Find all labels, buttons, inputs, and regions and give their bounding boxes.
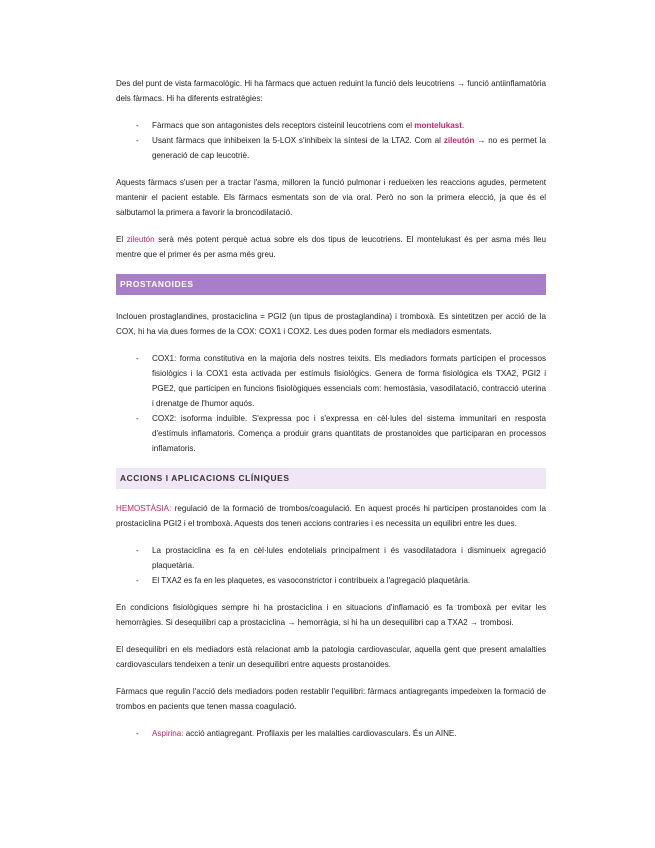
paragraph-text: regulació de la formació de trombos/coagulació. En aquest procés hi participen prostanoides com la prostaciclina PGI2 i el tromboxà. Aquests dos tenen accions contraries i es necessita un equilibri entre les dues. <box>116 504 546 528</box>
zileuton-paragraph <box>116 232 546 262</box>
paragraph-text: serà més potent perquè actua sobre els dos tipus de leucotriens. El montelukast és per asma més lleu mentre que el primer és per asma més greu. <box>116 235 546 259</box>
section-heading-accions: ACCIONS I APLICACIONS CLÍNIQUES <box>116 468 546 489</box>
list-item: - El TXA2 es fa en les plaquetes, es vasoconstrictor i contribueix a l'agregació plaquetària. <box>116 573 546 588</box>
term-label: HEMOSTÀSIA: <box>116 504 172 513</box>
hemostasia-paragraph <box>116 501 546 531</box>
mediators-list <box>116 543 546 588</box>
list-item: - COX1: forma constitutiva en la majoria dels nostres teixits. Els mediadors formats participen el processos fisiològics i la COX1 esta activada per estímuls fisiològics. Genera de forma fisiològica els TXA2, PGI2 i PGE2, que participen en funcions fisiològiques essencials com: hemostàsia, vasodilatació, contracció uterina i drenatge de l'humor aquós. <box>116 351 546 411</box>
list-item <box>116 118 546 133</box>
list-item-text: → no es permet la generació de cap leucotriè. <box>152 136 546 160</box>
list-item-text: . <box>461 121 465 130</box>
asthma-paragraph: Aquests fàrmacs s'usen per a tractar l'asma, milloren la funció pulmonar i redueixen les reaccions agudes, permetent mantenir el pacient estable. Els fàrmacs esmentats son de via oral. Però no son la primera elecció, ja que és el salbutamol la primera a favorir la broncodilatació. <box>116 178 546 217</box>
drugs-paragraph: Fàrmacs que regulin l'acció dels mediadors poden restablir l'equilibri: fàrmacs antiagregants impedeixen la formació de trombos en pacients que tenen massa coagulació. <box>116 687 546 711</box>
list-item: - La prostaciclina es fa en cèl·lules endotelials principalment i és vasodilatadora i disminueix agregació plaquetària. <box>116 543 546 573</box>
list-item: - COX2: isoforma induïble. S'expressa poc i s'expressa en cèl·lules del sistema immunitari en resposta d'estímuls inflamatoris. Comença a produir grans quantitats de prostanoides que participaran en processos inflamatoris. <box>116 411 546 456</box>
physiological-paragraph: En condicions fisiològiques sempre hi ha prostaciclina i en situacions d'inflamació es fa tromboxà per evitar les hemorràgies. Si desequilibri cap a prostaciclina → hemorràgia, si hi ha un desequilibri cap a TXA2 → trombosi. <box>116 603 546 627</box>
list-item <box>116 726 546 741</box>
drug-name-zileuton: zileutón <box>126 235 155 244</box>
drug-name-montelukast: montelukast <box>414 121 462 130</box>
list-item-text: acció antiagregant. Profilaxis per les malalties cardiovasculars. És un AINE. <box>183 729 457 738</box>
section-heading-prostanoides: PROSTANOIDES <box>116 274 546 295</box>
prostanoides-paragraph: Inclouen prostaglandines, prostaciclina = PGI2 (un tipus de prostaglandina) i tromboxà. Es sintetitzen per acció de la COX, hi ha via dues formes de la COX: COX1 i COX2. Les dues poden formar els mediadors esmentats. <box>116 312 546 336</box>
cox-list <box>116 351 546 456</box>
paragraph-text: El <box>116 235 127 244</box>
drug-name-zileuton: zileutón <box>443 136 475 145</box>
drug-name-aspirina: Aspirina: <box>152 729 184 738</box>
imbalance-paragraph: El desequilibri en els mediadors està relacionat amb la patologia cardiovascular, aquella gent que present amalalties cardiovasculars tendeixen a tenir un desequilibri entre aquests prostanoides. <box>116 645 546 669</box>
strategies-list <box>116 118 546 163</box>
list-item-text: Fàrmacs que son antagonistes dels receptors cisteinil leucotriens com el <box>152 121 415 130</box>
intro-paragraph: Des del punt de vista farmacològic. Hi ha fàrmacs que actuen reduint la funció dels leucotriens → funció antiinflamatòria dels fàrmacs. Hi ha diferents estratègies: <box>116 79 546 103</box>
list-item <box>116 133 546 163</box>
aspirin-list <box>116 726 546 741</box>
document-page <box>116 76 546 753</box>
list-item-text: Usant fàrmacs que inhibeixen la 5-LOX s'inhibeix la síntesi de la LTA2. Com al <box>152 136 444 145</box>
